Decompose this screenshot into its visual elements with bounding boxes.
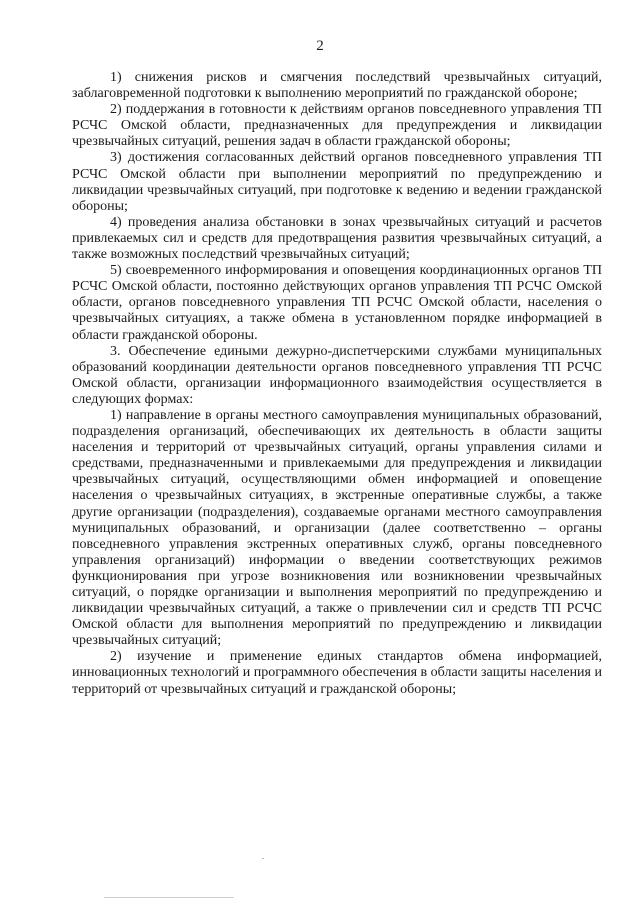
paragraph-form-2: 2) изучение и применение единых стандартов обмена информацией, инновационных технологий и программного обеспечения в области защиты населения и территорий от чрезвычайных ситуаций и гражданской обороны; [72, 649, 602, 697]
paragraph-item-5: 5) своевременного информирования и оповещения координационных органов ТП РСЧС Омской области, постоянно действующих органов управления ТП РСЧС Омской области, органов повседневного управления ТП РСЧС Омской области, населения о чрезвычайных ситуациях, а также обмена в установленном порядке информацией в области гражданской обороны. [72, 263, 602, 343]
paragraph-section-3: 3. Обеспечение едиными дежурно-диспетчерскими службами муниципальных образований координации деятельности органов повседневного управления ТП РСЧС Омской области, организации информационного взаимодействия осуществляется в следующих формах: [72, 343, 602, 407]
scan-artifact-dot [262, 858, 264, 859]
paragraph-item-4: 4) проведения анализа обстановки в зонах чрезвычайных ситуаций и расчетов привлекаемых сил и средств для предотвращения развития чрезвычайных ситуаций, а также возможных последствий чрезвычайных ситуаций; [72, 214, 602, 263]
paragraph-item-1: 1) снижения рисков и смягчения последствий чрезвычайных ситуаций, заблаговременной подготовки к выполнению мероприятий по гражданской обороне; [72, 70, 602, 102]
scan-artifact-line [104, 897, 234, 898]
page-number: 2 [316, 38, 324, 54]
paragraph-item-3: 3) достижения согласованных действий органов повседневного управления ТП РСЧС Омской области при выполнении мероприятий по предупреждению и ликвидации чрезвычайных ситуаций, при подготовке к ведению и ведении гражданской обороны; [72, 150, 602, 214]
paragraph-form-1: 1) направление в органы местного самоуправления муниципальных образований, подразделения организаций, обеспечивающих их деятельность в области защиты населения и территорий от чрезвычайных ситуаций, органы управления силами и средствами, предназначенными и привлекаемыми для предупреждения и ликвидации чрезвычайных ситуаций, осуществляющими обмен информацией и оповещение населения о чрезвычайных ситуациях, в экстренные оперативные службы, а также другие организации (подразделения), создаваемые органами местного самоуправления муниципальных образований, и организации (далее соответственно – органы повседневного управления экстренных оперативных служб, органы повседневного управления организаций) информации о введении соответствующих режимов функционирования при угрозе возникновения или возникновении чрезвычайных ситуаций, о порядке организации и выполнения мероприятий по предупреждению и ликвидации чрезвычайных ситуаций, а также о привлечении сил и средств ТП РСЧС Омской области для выполнения мероприятий по предупреждению и ликвидации чрезвычайных ситуаций; [72, 407, 602, 649]
document-body [72, 70, 602, 698]
paragraph-item-2: 2) поддержания в готовности к действиям органов повседневного управления ТП РСЧС Омской области, предназначенных для предупреждения и ликвидации чрезвычайных ситуаций, решения задач в области гражданской обороны; [72, 102, 602, 150]
